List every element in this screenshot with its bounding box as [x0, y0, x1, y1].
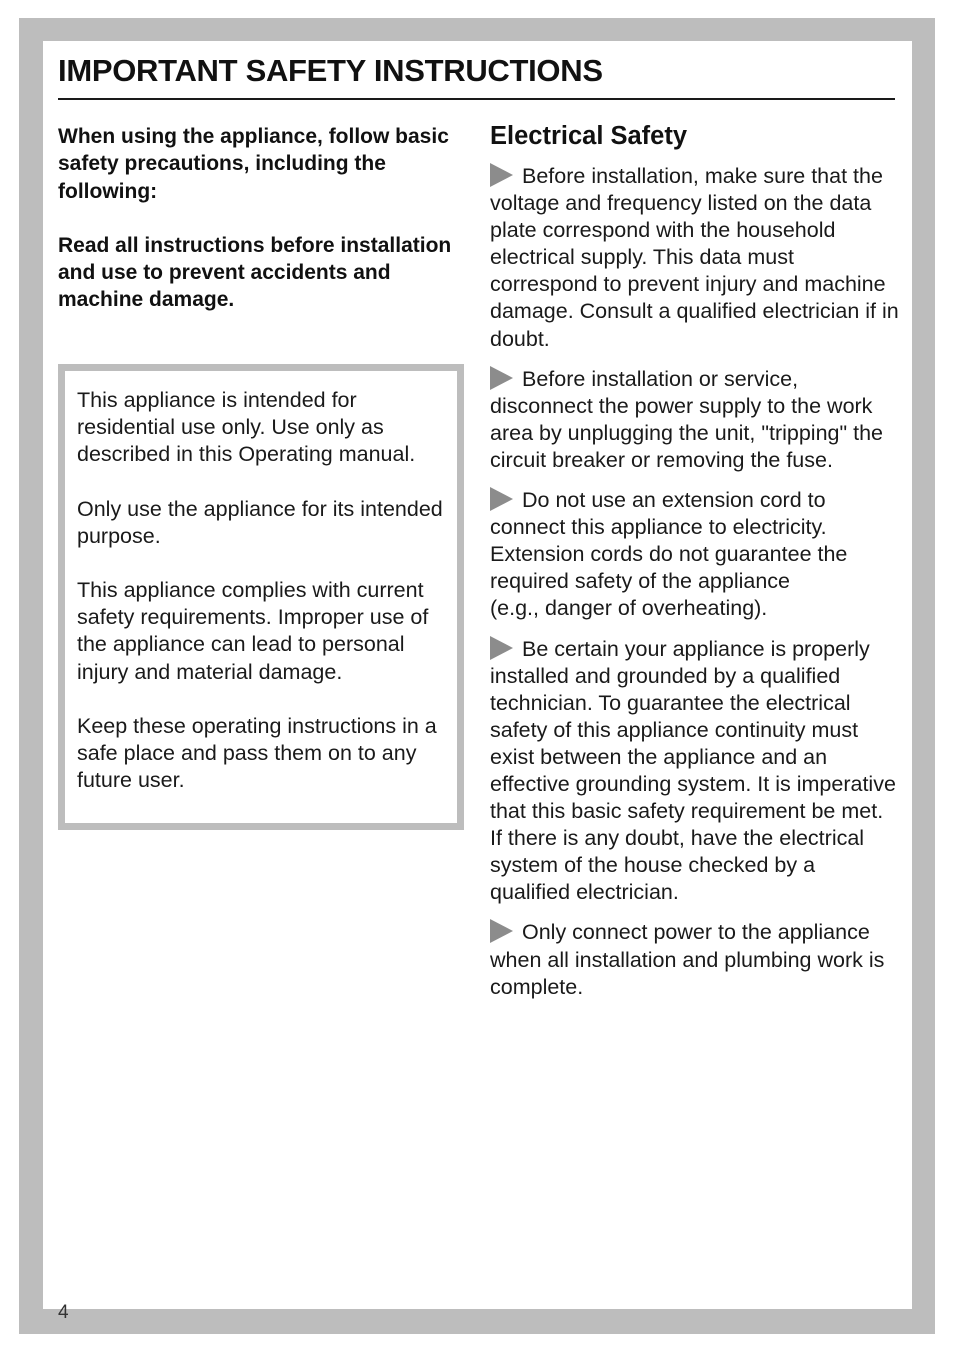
electrical-safety-section [490, 119, 900, 1001]
play-arrow-icon [490, 919, 513, 943]
play-arrow-icon [490, 636, 513, 660]
safety-bullet-item [490, 636, 900, 907]
safety-bullet-item [490, 919, 900, 1000]
electrical-safety-heading: Electrical Safety [490, 122, 688, 150]
page-number: 4 [58, 1302, 69, 1323]
safety-bullet-item [490, 366, 900, 474]
notice-paragraph: Only use the appliance for its intended purpose. [77, 496, 443, 548]
safety-bullet-text: Be certain your appliance is properly installed and grounded by a qualified technician. To guarantee the electrical safety of this appliance continuity must exist between the appliance and an effective grounding system. It is imperative that this basic safety requirement be met. If there is any doubt, have the electrical system of the house checked by a qualified electrician. [490, 636, 896, 905]
safety-bullet-text: Before installation, make sure that the voltage and frequency listed on the data plate correspond with the household electrical supply. This data must correspond to prevent injury and machine damage. Consult a qualified electrician if in doubt. [490, 164, 899, 351]
safety-bullet-item [490, 487, 900, 622]
safety-bullet-text: Before installation or service, disconnect the power supply to the work area by unplugging the unit, "tripping" the circuit breaker or removing the fuse. [490, 366, 883, 472]
safety-bullet-item [490, 163, 900, 353]
notice-paragraph: Keep these operating instructions in a safe place and pass them on to any future user. [77, 713, 437, 793]
notice-box-content [65, 371, 457, 823]
title-divider [58, 98, 895, 100]
notice-box [58, 364, 464, 830]
notice-paragraph: This appliance complies with current safety requirements. Improper use of the appliance can lead to personal injury and material damage. [77, 578, 429, 684]
safety-bullet-text: Do not use an extension cord to connect this appliance to electricity. Extension cords do not guarantee the required safety of the appliance (e.g., danger of overheating). [490, 488, 848, 621]
notice-paragraph: This appliance is intended for residential use only. Use only as described in this Operating manual. [77, 388, 416, 467]
precautions-intro: When using the appliance, follow basic safety precautions, including the following: [58, 125, 449, 203]
safety-bullet-text: Only connect power to the appliance when all installation and plumbing work is complete. [490, 920, 885, 999]
play-arrow-icon [490, 163, 513, 187]
read-instructions-intro: Read all instructions before installation and use to prevent accidents and machine damage. [58, 233, 452, 312]
page-title: IMPORTANT SAFETY INSTRUCTIONS [58, 53, 603, 88]
intro-column [58, 123, 458, 314]
play-arrow-icon [490, 366, 513, 390]
play-arrow-icon [490, 487, 513, 511]
